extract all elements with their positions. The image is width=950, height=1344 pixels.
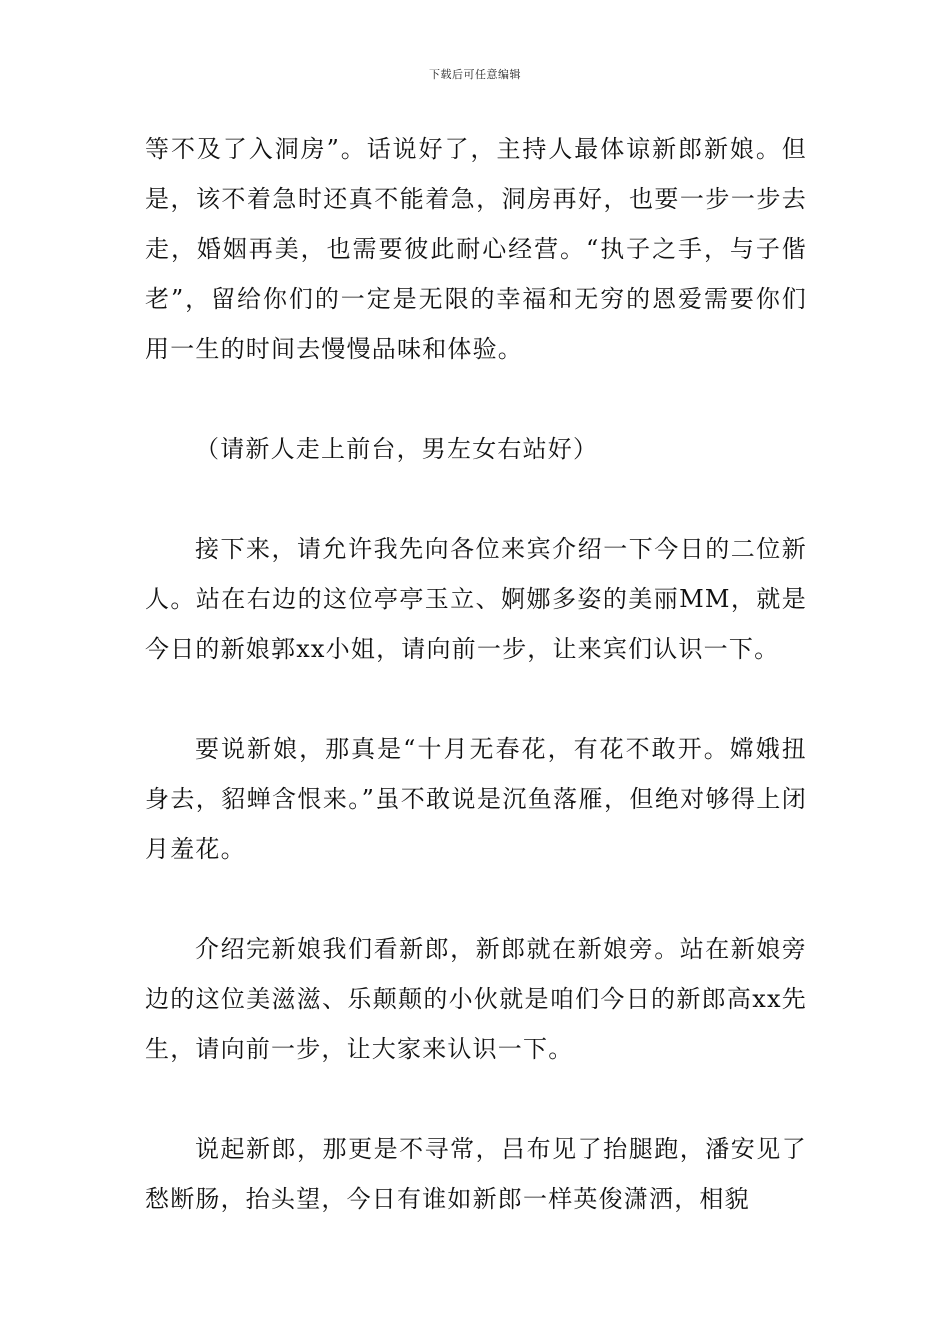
paragraph-2: （请新人走上前台，男左女右站好）: [195, 435, 599, 463]
paragraph-3: 接下来，请允许我先向各位来宾介绍一下今日的二位新人。站在右边的这位亭亭玉立、婀娜多姿的美丽MM，就是今日的新娘郭xx小姐，请向前一步，让来宾们认识一下。: [145, 535, 807, 663]
paragraph-5: 介绍完新娘我们看新郎，新郎就在新娘旁。站在新娘旁边的这位美滋滋、乐颠颠的小伙就是咱们今日的新郎高xx先生，请向前一步，让大家来认识一下。: [145, 935, 807, 1063]
page-header: 下载后可任意编辑: [429, 68, 521, 81]
document-body: [145, 124, 807, 1224]
paragraph-4: 要说新娘，那真是“十月无春花，有花不敢开。嫦娥扭身去，貂蝉含恨来。”虽不敢说是沉鱼落雁，但绝对够得上闭月羞花。: [145, 735, 807, 863]
paragraph-6: 说起新郎，那更是不寻常，吕布见了抬腿跑，潘安见了愁断肠，抬头望，今日有谁如新郎一样英俊潇洒，相貌: [145, 1135, 807, 1213]
paragraph-1: 等不及了入洞房”。话说好了，主持人最体谅新郎新娘。但是，该不着急时还真不能着急，洞房再好，也要一步一步去走，婚姻再美，也需要彼此耐心经营。“执子之手，与子偕老”，留给你们的一定是无限的幸福和无穷的恩爱需要你们用一生的时间去慢慢品味和体验。: [145, 135, 807, 363]
